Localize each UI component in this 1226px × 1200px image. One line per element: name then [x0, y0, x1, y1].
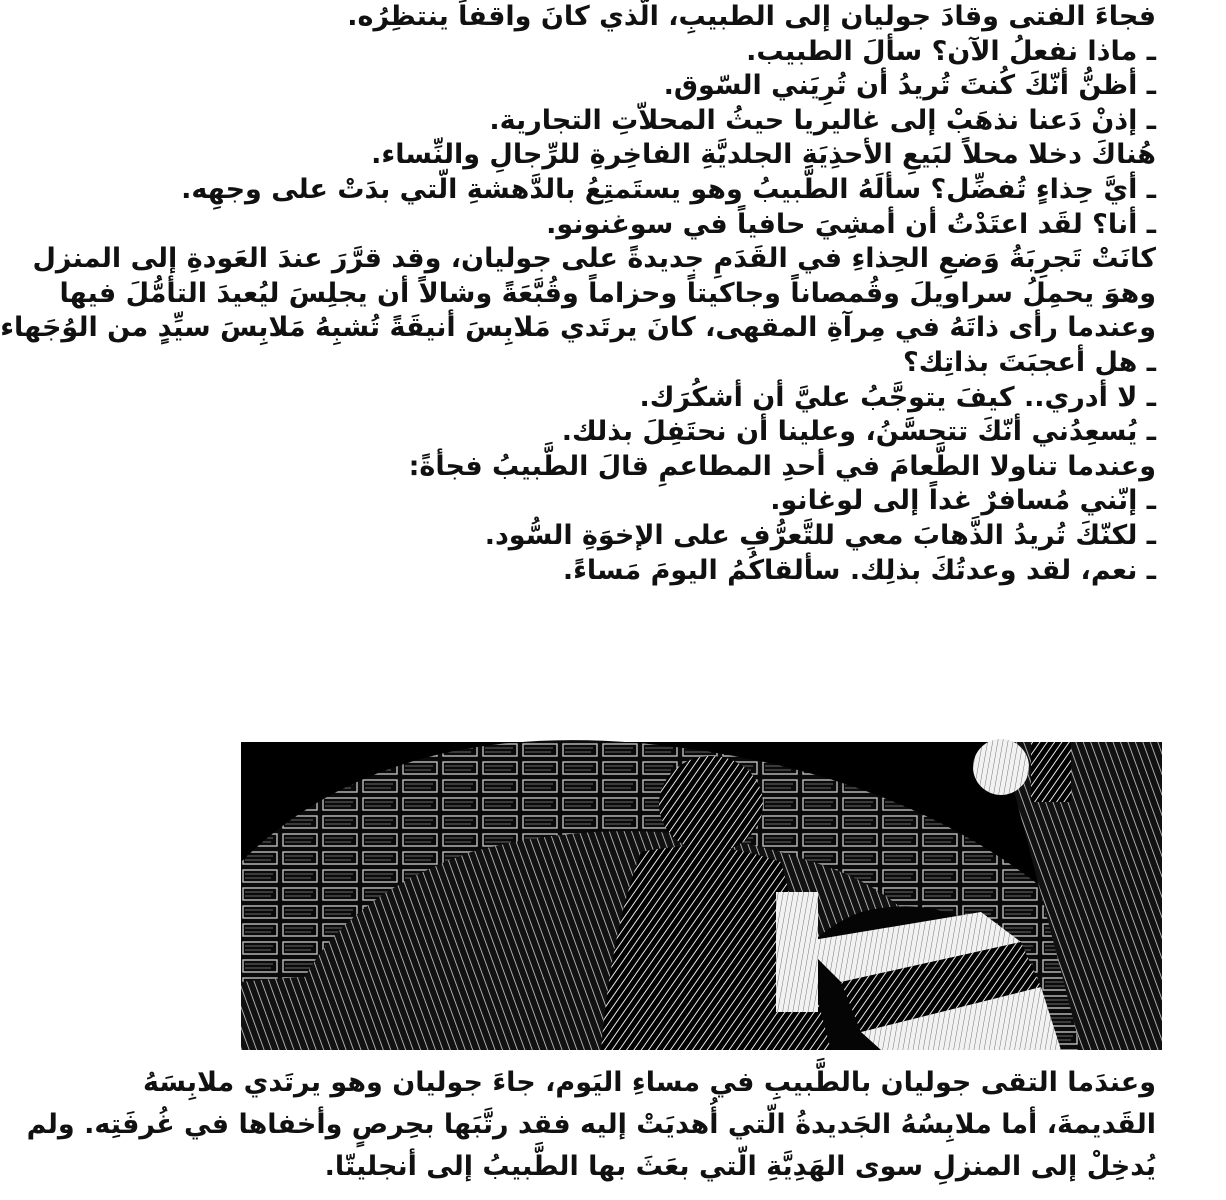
story-text-top-line: هُناكَ دخلا محلاً لبَيعِ الأحذِيَةِ الجلديَّةِ الفاخِرةِ للرِّجالِ والنِّساء. [371, 139, 1156, 171]
story-text-top-line: ـ إنّني مُسافرٌ غداً إلى لوغانو. [770, 485, 1156, 517]
story-text-top-line: وهوَ يحمِلُ سراويلَ وقُمصاناً وجاكيتاً وحزاماً وقُبَّعَةً وشالاً أن يجلِسَ ليُعيدَ التأمُّلَ فيها [59, 277, 1156, 309]
story-text-top-line: كانَتْ تَجرِبَةُ وَضعِ الحِذاءِ في القَدَمِ جديدةً على جوليان، وقد قرَّرَ عندَ العَودةِ إلى المنزل [32, 243, 1156, 275]
story-text-top-line: ـ هل أعجبَتَ بذاتِك؟ [903, 346, 1156, 378]
story-text-bottom-line: القَديمةَ، أما ملابِسُهُ الجَديدةُ الّتي أُهديَتْ إليه فقد رتَّبَها بحِرصٍ وأخفاها في غُرفَتِه. ولم [26, 1109, 1156, 1140]
story-text-top-line: ـ يُسعِدُني أنّكَ تتحسَّنُ، وعلينا أن نحتَفِلَ بذلك. [561, 416, 1156, 448]
cellar-illustration [241, 742, 1162, 1050]
story-text-top-line: ـ لكنّكَ تُريدُ الذَّهابَ معي للتَّعرُّفِ على الإخوَةِ السُّود. [484, 519, 1156, 551]
story-text-bottom-line: يُدخِلْ إلى المنزلِ سوى الهَدِيَّةِ الّتي بعَثَ بها الطَّبيبُ إلى أنجليتّا. [324, 1151, 1156, 1182]
story-text-top-line: ـ لا أدري.. كيفَ يتوجَّبُ عليَّ أن أشكُرَك. [639, 381, 1156, 413]
story-text-top-line: ـ أظنُّ أنّكَ كُنتَ تُريدُ أن تُرِيَني السّوق. [663, 70, 1156, 102]
story-text-top-line: وعندما تناولا الطَّعامَ في أحدِ المطاعمِ قالَ الطَّبيبُ فجأةً: [408, 450, 1156, 482]
story-text-top-line: فجاءَ الفتى وقادَ جوليان إلى الطبيبِ، الّذي كانَ واقفاً ينتظِرُه. [347, 1, 1156, 32]
story-text-top-line: ـ أنا؟ لقَد اعتَدْتُ أن أمشِيَ حافياً في سوغنونو. [546, 208, 1156, 240]
story-text-top-line: ـ نعم، لقد وعدتُكَ بذلِك. سألقاكُمُ اليومَ مَساءً. [562, 554, 1156, 586]
story-text-top [0, 0, 1156, 588]
story-text-top-line: ـ إذنْ دَعنا نذهَبْ إلى غاليريا حيثُ المحلاّتِ التجارية. [489, 104, 1156, 136]
story-text-bottom-line: وعندَما التقى جوليان بالطَّبيبِ في مساءِ اليَوم، جاءَ جوليان وهو يرتَدي ملابِسَهُ [142, 1067, 1156, 1098]
illustration-drawing [241, 742, 1162, 1050]
story-text-top-line: ـ ماذا نفعلُ الآن؟ سألَ الطبيب. [746, 35, 1156, 67]
story-text-top-line: وعندما رأى ذاتَهُ في مِرآةِ المقهى، كانَ يرتَدي مَلابِسَ أنيقَةً تُشبِهُ مَلابِسَ سيِّدٍ من الوُجَهاء [0, 312, 1156, 344]
story-text-bottom [26, 1062, 1156, 1188]
story-text-top-line: ـ أيَّ حِذاءٍ تُفضِّل؟ سألَهُ الطَّبيبُ وهو يستَمتِعُ بالدَّهشةِ الّتي بدَتْ على وجهِه. [181, 173, 1156, 205]
